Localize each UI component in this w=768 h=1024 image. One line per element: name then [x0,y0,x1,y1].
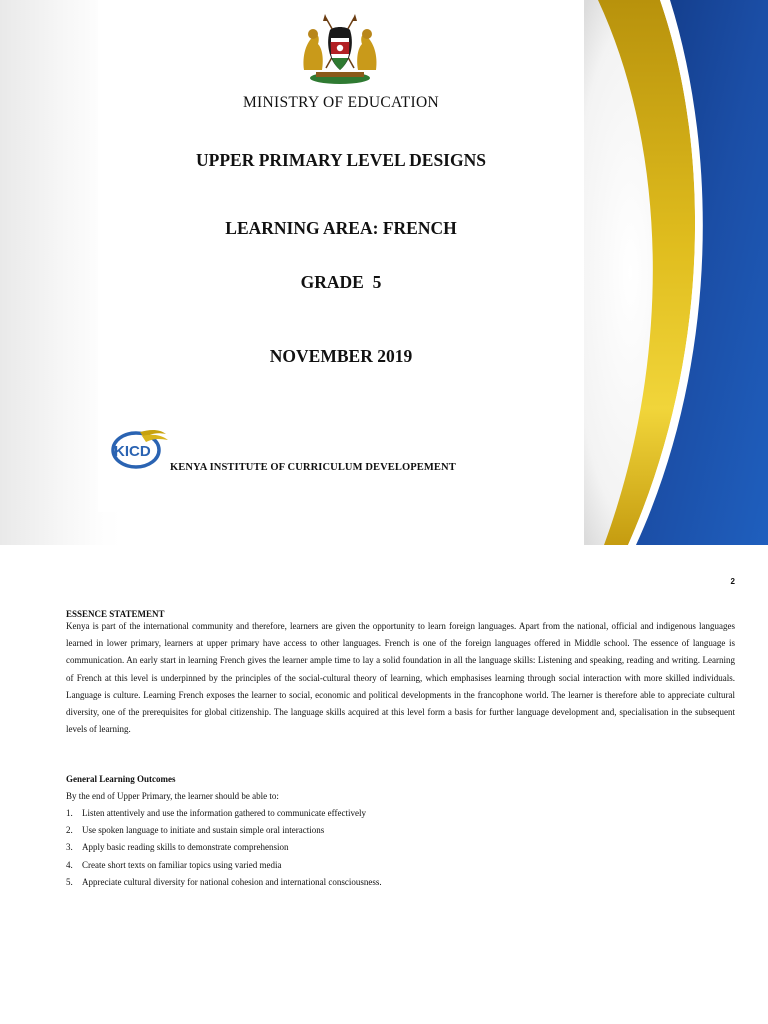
kicd-logo-icon [110,424,172,472]
document-page-2 [0,545,768,1024]
learning-outcomes-list [66,808,382,894]
publication-date: NOVEMBER 2019 [269,346,413,366]
list-item [66,825,382,842]
list-item [66,877,382,894]
list-item-text: Use spoken language to initiate and sustain simple oral interactions [82,825,325,836]
learning-outcomes-heading: General Learning Outcomes [66,774,176,784]
list-item [66,860,382,877]
list-item-number: 3. [66,842,73,853]
list-item-text: Apply basic reading skills to demonstrate comprehension [82,842,289,853]
list-item-text: Listen attentively and use the information gathered to communicate effectively [82,808,366,818]
institute-name: KENYA INSTITUTE OF CURRICULUM DEVELOPEMENT [170,462,456,473]
essence-statement-heading: ESSENCE STATEMENT [66,609,165,619]
list-item-text: Create short texts on familiar topics using varied media [82,859,282,870]
list-item-number: 4. [66,859,73,870]
list-item-number: 1. [66,808,73,818]
list-item [66,842,382,859]
essence-statement-body: Kenya is part of the international community and therefore, learners are given the opportunity to learn foreign languages. Apart from the national, official and indigenous languages learned in lower primary, learners at upper primary have access to other languages. French is one of the foreign languages offered in Middle school. The essence of language is communication. An early start in learning French gives the learner ample time to lay a solid foundation in all the language skills: Listening and speaking, reading and writing. Learning of French at this level is underpinned by the principles of the social-cultural theory of learning, which emphasises learning through social interaction with more skilled individuals. Language is culture. Learning French exposes the learner to social, economic and political developments in the francophone world. The learner is therefore able to appreciate cultural diversity, one of the prerequisites for global citizenship. The language skills acquired at this level form a basis for further language development and, specialisation in the subsequent levels of learning. [66,621,735,735]
list-item-text: Appreciate cultural diversity for national cohesion and international consciousness. [82,876,382,887]
kenya-coat-of-arms-icon [298,12,382,86]
list-item-number: 5. [66,876,73,887]
svg-text:KICD: KICD [114,443,151,460]
page-number: 2 [730,577,735,586]
list-item-number: 2. [66,825,73,836]
ministry-title: MINISTRY OF EDUCATION [242,94,440,111]
list-item [66,808,382,825]
learning-area-title: LEARNING AREA: FRENCH [225,218,457,238]
grade-title: GRADE 5 [300,272,382,292]
level-designs-title: UPPER PRIMARY LEVEL DESIGNS [196,150,486,170]
learning-outcomes-intro: By the end of Upper Primary, the learner should be able to: [66,791,279,801]
